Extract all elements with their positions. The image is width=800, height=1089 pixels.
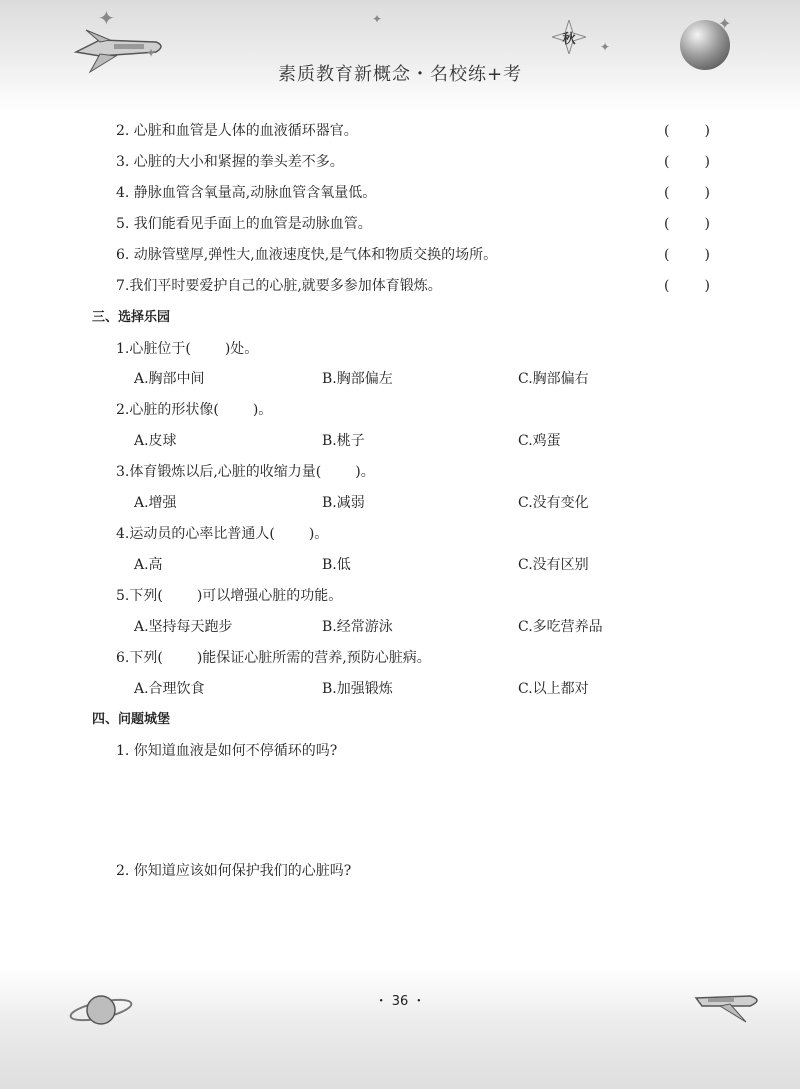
answer-parens: ( ) — [664, 185, 710, 201]
option-c: C.多吃营养品 — [518, 619, 603, 635]
option-c: C.胸部偏右 — [518, 371, 589, 387]
question-stem: 3.体育锻炼以后,心脏的收缩力量( )。 — [116, 464, 375, 480]
option-b: B.低 — [322, 557, 351, 573]
section-heading-problems: 四、问题城堡 — [92, 712, 171, 727]
season-badge — [552, 20, 586, 54]
judgement-item: 6. 动脉管壁厚,弹性大,血液速度快,是气体和物质交换的场所。 — [116, 247, 498, 263]
section-heading-choice: 三、选择乐园 — [92, 310, 171, 325]
question-stem: 6.下列( )能保证心脏所需的营养,预防心脏病。 — [116, 650, 431, 666]
question-stem: 4.运动员的心率比普通人( )。 — [116, 526, 329, 542]
page-footer — [0, 968, 800, 1089]
option-c: C.鸡蛋 — [518, 433, 561, 449]
answer-parens: ( ) — [664, 278, 710, 294]
question-stem: 5.下列( )可以增强心脏的功能。 — [116, 588, 343, 604]
option-a: A.合理饮食 — [134, 681, 205, 697]
problem-question: 1. 你知道血液是如何不停循环的吗? — [116, 743, 338, 759]
option-c: C.没有区别 — [518, 557, 589, 573]
option-a: A.坚持每天跑步 — [134, 619, 233, 635]
option-a: A.增强 — [134, 495, 177, 511]
judgement-item: 4. 静脉血管含氧量高,动脉血管含氧量低。 — [116, 185, 377, 201]
sparkle-icon: ✦ — [600, 40, 611, 54]
answer-parens: ( ) — [664, 216, 710, 232]
option-b: B.桃子 — [322, 433, 365, 449]
option-b: B.加强锻炼 — [322, 681, 393, 697]
judgement-item: 3. 心脏的大小和紧握的拳头差不多。 — [116, 154, 344, 170]
judgement-item: 7.我们平时要爱护自己的心脏,就要多参加体育锻炼。 — [116, 278, 442, 294]
option-c: C.以上都对 — [518, 681, 589, 697]
judgement-item: 2. 心脏和血管是人体的血液循环器官。 — [116, 123, 358, 139]
sparkle-icon: ✦ — [372, 12, 383, 26]
answer-parens: ( ) — [664, 247, 710, 263]
season-label: 秋 — [562, 31, 576, 47]
option-b: B.经常游泳 — [322, 619, 393, 635]
option-a: A.高 — [134, 557, 163, 573]
sparkle-icon: ✦ — [98, 6, 115, 30]
page-number: ・ 36 ・ — [374, 994, 426, 1009]
header-title: 素质教育新概念・名校练+考 — [277, 64, 523, 85]
problem-question: 2. 你知道应该如何保护我们的心脏吗? — [116, 863, 352, 879]
answer-parens: ( ) — [664, 154, 710, 170]
answer-parens: ( ) — [664, 123, 710, 139]
question-stem: 2.心脏的形状像( )。 — [116, 402, 273, 418]
sparkle-icon: ✦ — [146, 46, 157, 60]
page-header — [0, 0, 800, 112]
option-a: A.胸部中间 — [134, 371, 205, 387]
question-stem: 1.心脏位于( )处。 — [116, 341, 259, 357]
option-a: A.皮球 — [134, 433, 177, 449]
option-b: B.胸部偏左 — [322, 371, 393, 387]
sparkle-icon: ✦ — [718, 14, 732, 33]
option-b: B.减弱 — [322, 495, 365, 511]
option-c: C.没有变化 — [518, 495, 589, 511]
judgement-item: 5. 我们能看见手面上的血管是动脉血管。 — [116, 216, 372, 232]
